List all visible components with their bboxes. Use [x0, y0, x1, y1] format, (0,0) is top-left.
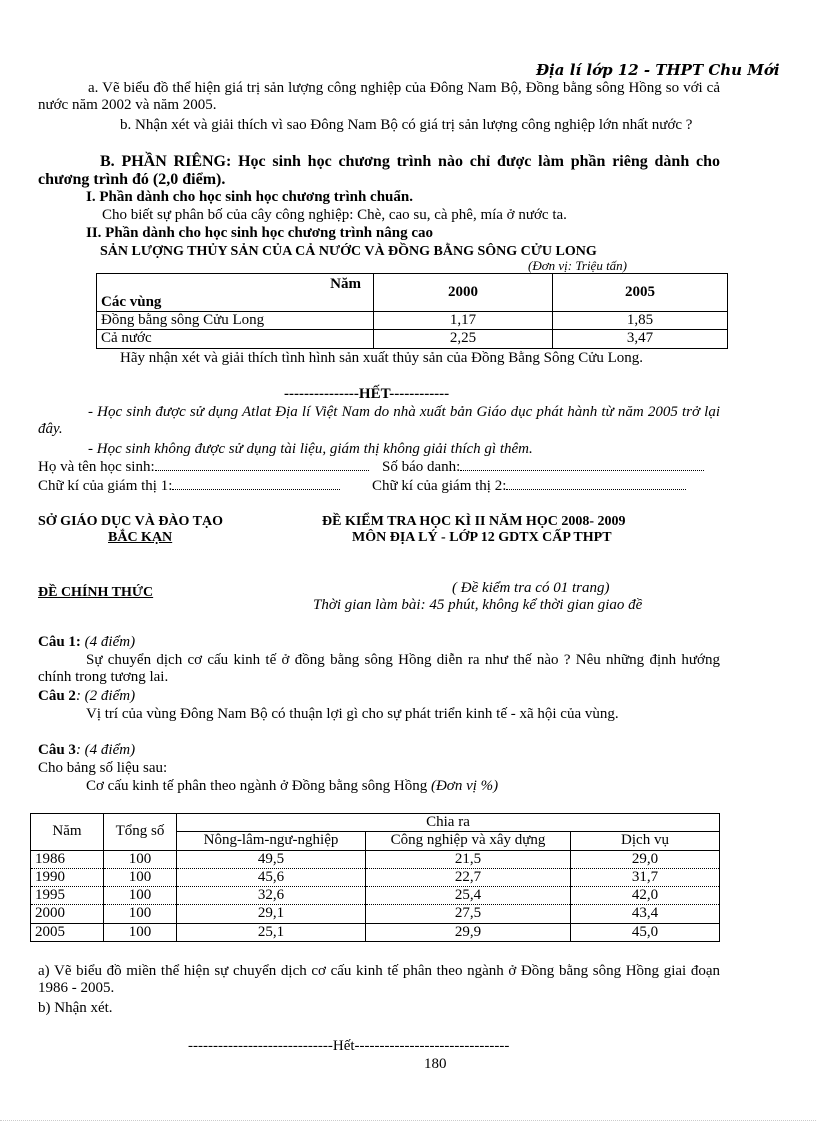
org-name: SỞ GIÁO DỤC VÀ ĐÀO TẠO	[38, 514, 224, 529]
table-row	[31, 868, 720, 886]
note-2: - Học sinh không được sử dụng tài liệu, giám thị không giải thích gì thêm.	[88, 441, 533, 457]
student-name-line	[38, 458, 369, 476]
question-a: a. Vẽ biểu đồ thể hiện giá trị sản lượng công nghiệp của Đông Nam Bộ, Đồng bằng sông Hồng so với cả nước năm 2002 và năm 2005.	[38, 80, 720, 114]
row-agri: 49,5	[177, 850, 366, 868]
header-group: Chia ra	[177, 814, 720, 832]
section1-title-text: I. Phần dành cho học sinh học chương trình chuẩn.	[86, 189, 413, 205]
row-year: 1995	[31, 887, 104, 905]
row-agri: 32,6	[177, 887, 366, 905]
q3-intro: Cho bảng số liệu sau:	[38, 760, 168, 776]
table1-col-2000: 2000	[374, 274, 553, 312]
header-total: Tổng số	[104, 814, 177, 851]
row-ind: 25,4	[366, 887, 571, 905]
q3-points: : (4 điểm)	[75, 742, 136, 758]
row-ind: 21,5	[366, 850, 571, 868]
table1-cell: 3,47	[553, 330, 728, 348]
header-year: Năm	[31, 814, 104, 851]
table1-cell: 2,25	[374, 330, 553, 348]
q2-text: Vị trí của vùng Đông Nam Bộ có thuận lợi gì cho sự phát triển kinh tế - xã hội của vùng.	[86, 706, 619, 722]
row-ind: 29,9	[366, 923, 571, 941]
exam-subject: MÔN ĐỊA LÝ - LỚP 12 GDTX CẤP THPT	[352, 530, 612, 545]
end-marker-2: -----------------------------Hết-------------------------------	[188, 1038, 510, 1054]
row-serv: 43,4	[571, 905, 720, 923]
invigilator1-field[interactable]	[172, 477, 340, 490]
table1-unit: (Đơn vị: Triệu tấn)	[528, 258, 628, 273]
time-note: Thời gian làm bài: 45 phút, không kể thời gian giao đề	[313, 597, 643, 613]
org-province: BẮC KẠN	[108, 530, 173, 545]
row-serv: 29,0	[571, 850, 720, 868]
table-row	[31, 887, 720, 905]
table1-corner-top: Năm	[330, 276, 361, 292]
q1-heading	[38, 634, 135, 651]
q2-heading	[38, 688, 135, 705]
q2-points: : (2 điểm)	[75, 688, 136, 704]
table-row	[31, 923, 720, 941]
q1-text: Sự chuyển dịch cơ cấu kinh tế ở đồng bằng sông Hồng diễn ra như thế nào ? Nêu những định hướng chính trong tương lai.	[38, 652, 720, 686]
row-agri: 45,6	[177, 868, 366, 886]
header-industry: Công nghiệp và xây dựng	[366, 832, 571, 850]
exam-title: ĐỀ KIỂM TRA HỌC KÌ II NĂM HỌC 2008- 2009	[322, 514, 626, 529]
table1-question: Hãy nhận xét và giải thích tình hình sản xuất thủy sản của Đồng Bằng Sông Cửu Long.	[120, 350, 644, 366]
question-b: b. Nhận xét và giải thích vì sao Đông Nam Bộ có giá trị sản lượng công nghiệp lớn nhất nước ?	[120, 117, 693, 133]
row-total: 100	[104, 905, 177, 923]
invigilator2-label: Chữ kí của giám thị 2:	[372, 478, 507, 494]
task-b: b) Nhận xét.	[38, 1000, 113, 1016]
q2-label: Câu 2	[38, 688, 76, 704]
page-number: 180	[424, 1056, 447, 1072]
q3-table-title: Cơ cấu kinh tế phân theo ngành ở Đồng bằng sông Hồng	[86, 778, 428, 794]
student-name-field[interactable]	[155, 458, 369, 471]
q3-table-unit: (Đơn vị %)	[430, 778, 499, 794]
invigilator2-line	[372, 477, 686, 495]
official-label: ĐỀ CHÍNH THỨC	[38, 585, 154, 600]
task-a: a) Vẽ biểu đồ miền thể hiện sự chuyển dịch cơ cấu kinh tế phân theo ngành ở Đồng bằng sông Hồng giai đoạn 1986 - 2005.	[38, 963, 720, 997]
row-agri: 29,1	[177, 905, 366, 923]
section1-title	[86, 189, 413, 206]
row-year: 1990	[31, 868, 104, 886]
page-header: Địa lí lớp 12 - THPT Chu Mới	[536, 61, 780, 79]
row-ind: 27,5	[366, 905, 571, 923]
invigilator1-line	[38, 477, 340, 495]
pages-note: ( Đề kiểm tra có 01 trang)	[452, 580, 610, 596]
table-row	[31, 905, 720, 923]
candidate-number-label: Số báo danh:	[382, 459, 461, 475]
row-year: 2005	[31, 923, 104, 941]
table-row	[31, 850, 720, 868]
table1-cell: 1,85	[553, 312, 728, 330]
invigilator1-label: Chữ kí của giám thị 1:	[38, 478, 173, 494]
q3-label: Câu 3	[38, 742, 76, 758]
header-services: Dịch vụ	[571, 832, 720, 850]
candidate-number-line	[382, 458, 704, 476]
student-name-label: Họ và tên học sinh:	[38, 459, 155, 475]
q1-label: Câu 1:	[38, 634, 81, 650]
row-serv: 45,0	[571, 923, 720, 941]
table1-corner-bottom: Các vùng	[101, 293, 162, 310]
fishery-table	[96, 273, 728, 349]
section-b-title: B. PHẦN RIÊNG: Học sinh học chương trình nào chỉ được làm phần riêng dành cho chương trình đó (2,0 điểm).	[38, 153, 720, 189]
header-agriculture: Nông-lâm-ngư-nghiệp	[177, 832, 366, 850]
q3-heading	[38, 742, 135, 759]
end-marker-1: ---------------HẾT------------	[284, 386, 450, 402]
row-serv: 42,0	[571, 887, 720, 905]
row-total: 100	[104, 887, 177, 905]
row-serv: 31,7	[571, 868, 720, 886]
row-year: 2000	[31, 905, 104, 923]
section2-title: II. Phần dành cho học sinh học chương trình nâng cao	[86, 225, 433, 241]
candidate-number-field[interactable]	[460, 458, 704, 471]
row-total: 100	[104, 850, 177, 868]
section1-text: Cho biết sự phân bố của cây công nghiệp: Chè, cao su, cà phê, mía ở nước ta.	[102, 207, 567, 223]
bottom-divider	[0, 1120, 816, 1121]
row-year: 1986	[31, 850, 104, 868]
table1-cell: 1,17	[374, 312, 553, 330]
table1-row-label: Đồng bằng sông Cửu Long	[97, 312, 374, 330]
row-ind: 22,7	[366, 868, 571, 886]
q1-points: (4 điểm)	[84, 634, 136, 650]
table1-col-2005: 2005	[553, 274, 728, 312]
table1-row-label: Cả nước	[97, 330, 374, 348]
invigilator2-field[interactable]	[506, 477, 686, 490]
row-total: 100	[104, 868, 177, 886]
table1-corner	[97, 274, 374, 312]
economy-table	[30, 813, 720, 942]
note-1: - Học sinh được sử dụng Atlat Địa lí Việt Nam do nhà xuất bản Giáo dục phát hành từ năm 2005 trở lại đây.	[38, 404, 720, 438]
table1-title: SẢN LƯỢNG THỦY SẢN CỦA CẢ NƯỚC VÀ ĐỒNG BẰNG SÔNG CỬU LONG	[100, 244, 597, 259]
row-total: 100	[104, 923, 177, 941]
row-agri: 25,1	[177, 923, 366, 941]
q3-table-caption	[86, 778, 498, 795]
